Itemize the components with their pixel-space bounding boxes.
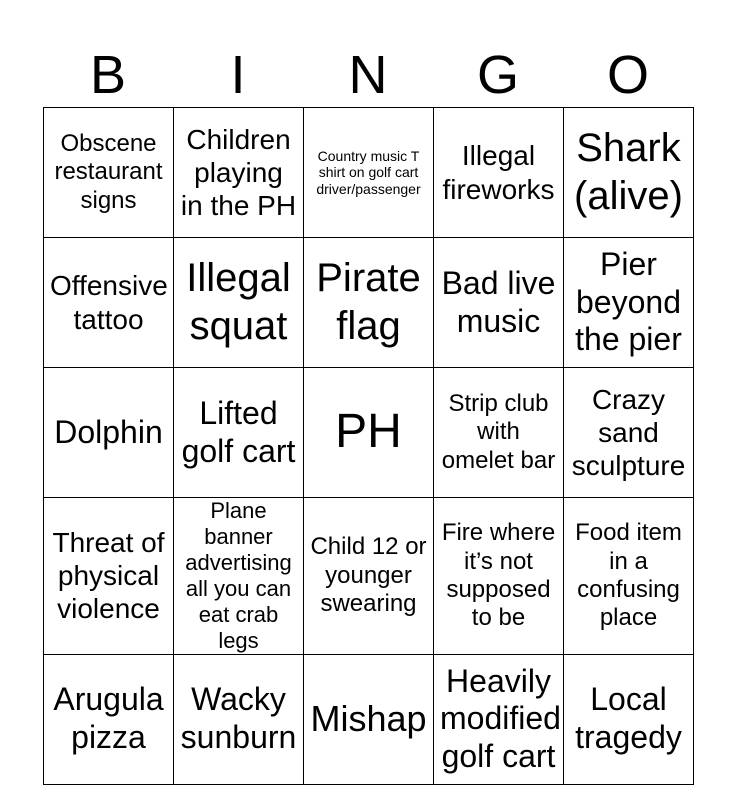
- bingo-cell[interactable]: Pier beyond the pier: [564, 238, 694, 368]
- bingo-cell[interactable]: Children playing in the PH: [174, 108, 304, 238]
- bingo-cell[interactable]: Lifted golf cart: [174, 368, 304, 498]
- bingo-cell[interactable]: Arugula pizza: [44, 654, 174, 784]
- bingo-cell[interactable]: Illegal squat: [174, 238, 304, 368]
- header-letter-i: I: [230, 45, 246, 105]
- bingo-cell[interactable]: Heavily modified golf cart: [434, 654, 564, 784]
- bingo-cell[interactable]: Offensive tattoo: [44, 238, 174, 368]
- bingo-cell[interactable]: Plane banner advertising all you can eat crab legs: [174, 498, 304, 655]
- bingo-cell[interactable]: Strip club with omelet bar: [434, 368, 564, 498]
- bingo-cell[interactable]: Shark (alive): [564, 108, 694, 238]
- board-row: [44, 238, 694, 368]
- bingo-cell[interactable]: Wacky sunburn: [174, 654, 304, 784]
- bingo-cell[interactable]: Pirate flag: [304, 238, 434, 368]
- bingo-cell[interactable]: Food item in a confusing place: [564, 498, 694, 655]
- header-letter-o: O: [606, 45, 649, 105]
- bingo-cell[interactable]: Bad live music: [434, 238, 564, 368]
- header-letter-g: G: [476, 45, 519, 105]
- bingo-cell[interactable]: Illegal fireworks: [434, 108, 564, 238]
- board-row: [44, 368, 694, 498]
- board-row: [44, 654, 694, 784]
- bingo-cell[interactable]: Dolphin: [44, 368, 174, 498]
- bingo-board: [43, 107, 694, 785]
- bingo-cell[interactable]: Obscene restaurant signs: [44, 108, 174, 238]
- board-row: [44, 108, 694, 238]
- bingo-cell[interactable]: Mishap: [304, 654, 434, 784]
- bingo-cell-free-space[interactable]: PH: [304, 368, 434, 498]
- bingo-cell[interactable]: Country music T shirt on golf cart driver/passenger: [304, 108, 434, 238]
- bingo-cell[interactable]: Fire where it’s not supposed to be: [434, 498, 564, 655]
- bingo-cell[interactable]: Threat of physical violence: [44, 498, 174, 655]
- bingo-cell[interactable]: Crazy sand sculpture: [564, 368, 694, 498]
- header-letter-n: N: [348, 45, 388, 105]
- bingo-cell[interactable]: Local tragedy: [564, 654, 694, 784]
- bingo-cell[interactable]: Child 12 or younger swearing: [304, 498, 434, 655]
- bingo-header: [43, 44, 693, 106]
- header-letter-b: B: [89, 45, 127, 105]
- board-row: [44, 498, 694, 655]
